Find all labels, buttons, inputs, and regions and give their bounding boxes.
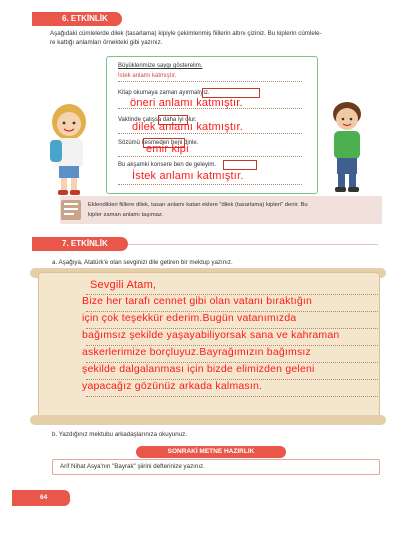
definition-note-line1: Eklendikleri fiillere dilek, tasarı anlamı katan eklere "dilek (tasarlama) kipleri" denir. Bu xyxy=(88,202,308,208)
answer-line-1 xyxy=(118,81,302,82)
activity7-separator xyxy=(128,244,378,245)
letter-line-7 xyxy=(86,396,378,397)
activity7-heading: 7. ETKİNLİK xyxy=(62,239,108,248)
sentence-5-text: Bu akşamki konsere ben de geleyim. xyxy=(118,162,217,168)
sentence-5 xyxy=(118,162,216,168)
answer-line-4 xyxy=(118,156,302,157)
letter-line-text-5: şekilde dalgalanması için bizde elimizden geleni xyxy=(82,363,315,375)
scroll-bottom-roll xyxy=(30,415,386,425)
answer-line-5 xyxy=(118,184,302,185)
letter-line-text-4: askerlerimize borçluyuz.Bayrağımızın bağımsız xyxy=(82,346,311,358)
activity7-instruction-b: b. Yazdığınız mektubu arkadaşlarınıza okuyunuz. xyxy=(52,431,187,438)
sentence-4-text: Sözümü kesmeden beni dinle. xyxy=(118,140,199,146)
handwritten-answer-2: dilek anlamı katmıştır. xyxy=(132,121,243,133)
next-text-title: SONRAKİ METNE HAZIRLIK xyxy=(136,446,286,458)
page-number: 64 xyxy=(12,490,70,506)
handwritten-answer-1: öneri anlamı katmıştır. xyxy=(130,97,243,109)
activity7-instruction-a: a. Aşağıya, Atatürk'e olan sevginizi dile getiren bir mektup yazınız. xyxy=(52,259,233,266)
handwritten-answer-3: emir kipi xyxy=(146,143,189,155)
sentence-5-highlight xyxy=(223,160,257,170)
sentence-2-text: Kitap okumaya zaman ayırmalıyız. xyxy=(118,90,210,96)
letter-line-text-1: Bize her tarafı cennet gibi olan vatanı bıraktığın xyxy=(82,295,313,307)
activity6-instruction-line1: Aşağıdaki cümlelerde dilek (tasarlama) kipiyle çekimlenmiş fiillerin altını çiziniz. Bu kiplerin cümlele- xyxy=(50,30,322,37)
answer-line-3 xyxy=(118,133,302,134)
boy-illustration xyxy=(322,98,372,194)
sentence-1-text: Büyüklerimize saygı gösterelim. xyxy=(118,63,203,69)
girl-illustration xyxy=(42,100,96,196)
sentence-1-note: İstek anlamı katmıştır. xyxy=(118,73,177,79)
handwritten-answer-4: İstek anlamı katmıştır. xyxy=(132,170,244,182)
letter-greeting: Sevgili Atam, xyxy=(90,279,157,291)
letter-line-text-3: bağımsız şekilde yaşayabiliyorsak sana ve kahraman xyxy=(82,329,340,341)
letter-line-text-6: yapacağız gözünüz arkada kalmasın. xyxy=(82,380,263,392)
activity6-heading: 6. ETKİNLİK xyxy=(62,14,108,23)
letter-line-text-2: için çok teşekkür ederim.Bugün vatanımızda xyxy=(82,312,297,324)
sentence-1 xyxy=(118,63,202,69)
note-icon xyxy=(60,197,82,223)
sentence-2 xyxy=(118,90,210,96)
next-text-instruction: Arif Nihat Asya'nın "Bayrak" şiirini defterinize yazınız. xyxy=(60,463,205,470)
sentence-3-text: Vaktinde çalışsa daha iyi olur. xyxy=(118,117,197,123)
activity6-instruction-line2: re kattığı anlamları örnekteki gibi yazınız. xyxy=(50,39,163,46)
definition-note-line2: kipler zaman anlamı taşımaz. xyxy=(88,212,164,218)
